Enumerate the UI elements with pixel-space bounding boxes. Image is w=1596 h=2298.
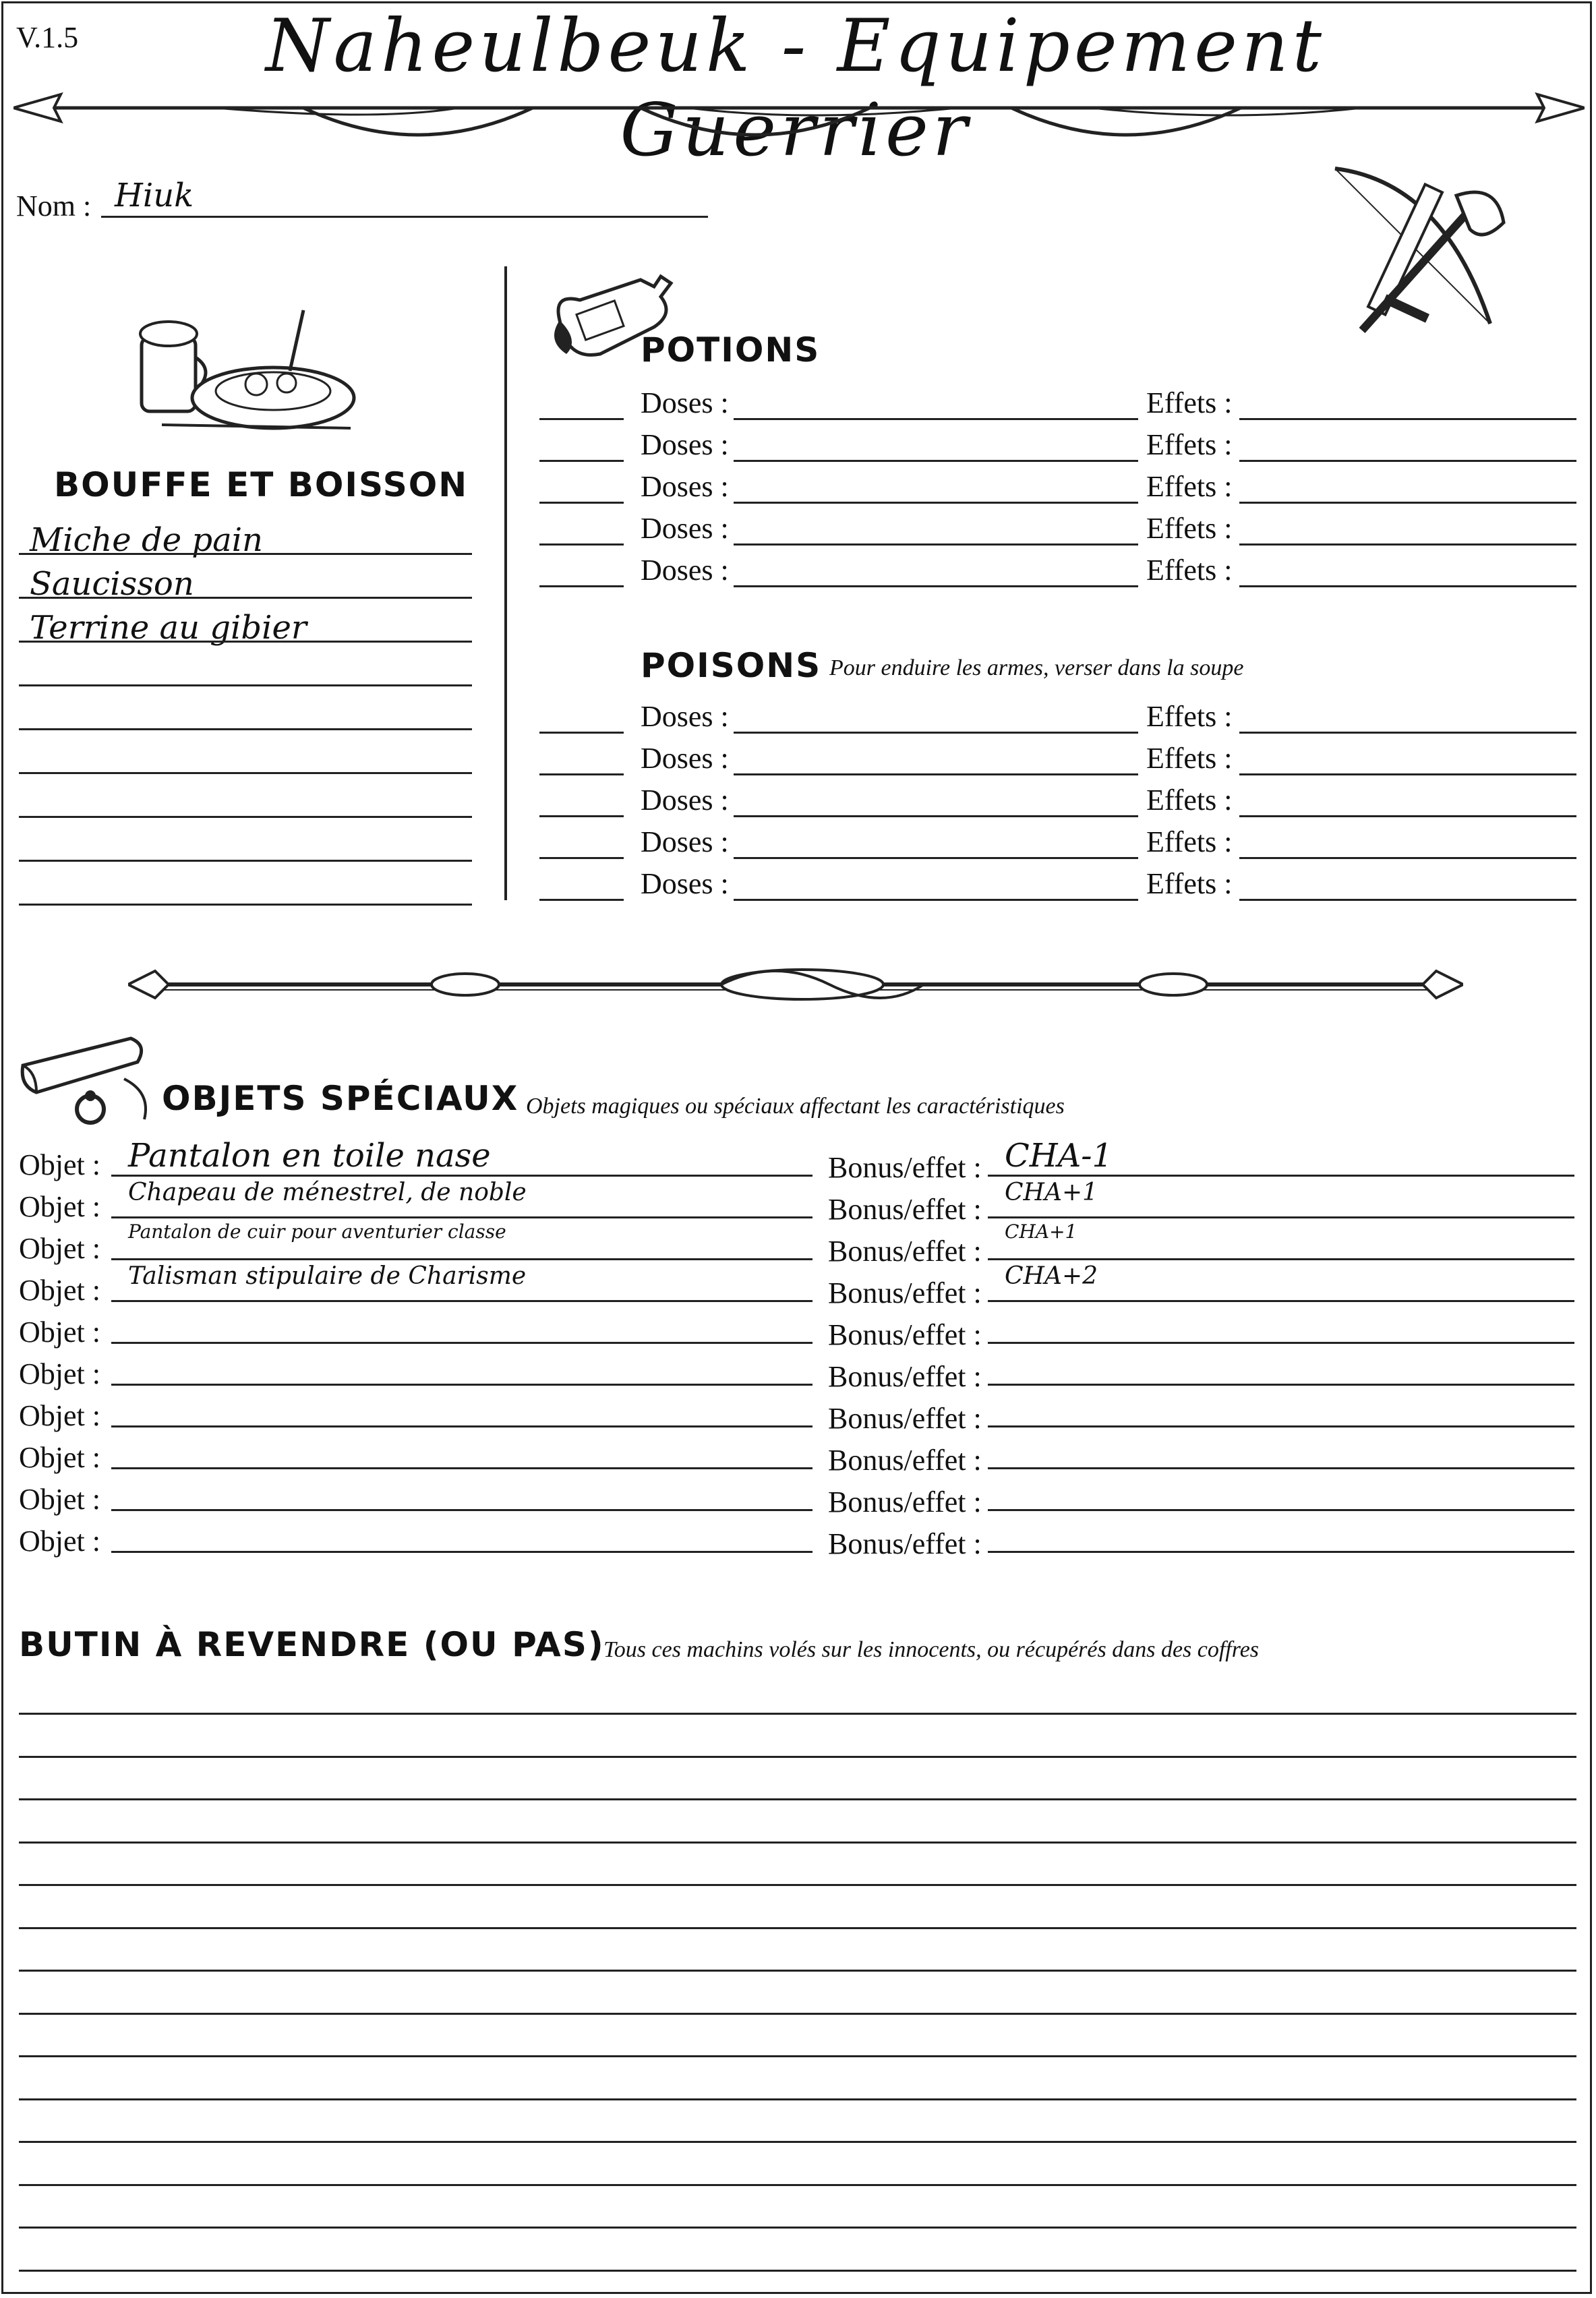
bonus-value[interactable]: CHA+2 bbox=[1005, 1262, 1098, 1290]
poisons-effects-line[interactable] bbox=[1239, 899, 1576, 901]
object-line bbox=[111, 1384, 812, 1386]
potions-section-title: POTIONS bbox=[641, 330, 821, 370]
object-label: Objet : bbox=[19, 1232, 100, 1265]
potions-count-line[interactable] bbox=[539, 543, 624, 546]
bonus-line bbox=[988, 1384, 1574, 1386]
bonus-value[interactable]: CHA-1 bbox=[1005, 1137, 1113, 1175]
poisons-count-line[interactable] bbox=[539, 773, 624, 775]
object-line bbox=[111, 1509, 812, 1511]
bonus-label: Bonus/effet : bbox=[828, 1527, 982, 1560]
bonus-label: Bonus/effet : bbox=[828, 1235, 982, 1268]
object-label: Objet : bbox=[19, 1274, 100, 1307]
poisons-effects-label: Effets : bbox=[1146, 825, 1233, 858]
food-line bbox=[19, 641, 472, 643]
object-value[interactable]: Pantalon en toile nase bbox=[128, 1137, 491, 1175]
potions-effects-label: Effets : bbox=[1146, 554, 1233, 587]
food-line bbox=[19, 772, 472, 774]
bonus-line bbox=[988, 1258, 1574, 1260]
object-label: Objet : bbox=[19, 1483, 100, 1516]
poisons-effects-label: Effets : bbox=[1146, 742, 1233, 775]
potions-effects-label: Effets : bbox=[1146, 386, 1233, 419]
bonus-line bbox=[988, 1509, 1574, 1511]
potions-count-line[interactable] bbox=[539, 502, 624, 504]
bonus-label: Bonus/effet : bbox=[828, 1276, 982, 1309]
potions-doses-label: Doses : bbox=[641, 386, 729, 419]
bonus-line bbox=[988, 1175, 1574, 1177]
loot-line[interactable] bbox=[19, 2184, 1576, 2186]
scroll-ring-icon bbox=[16, 1032, 151, 1133]
object-line bbox=[111, 1216, 812, 1218]
bonus-label: Bonus/effet : bbox=[828, 1318, 982, 1351]
food-line bbox=[19, 728, 472, 730]
food-line bbox=[19, 860, 472, 862]
potions-doses-label: Doses : bbox=[641, 428, 729, 461]
name-label: Nom : bbox=[16, 189, 92, 223]
crossed-weapons-icon bbox=[1322, 155, 1524, 344]
poisons-count-line[interactable] bbox=[539, 732, 624, 734]
name-value[interactable]: Hiuk bbox=[115, 177, 194, 214]
potions-doses-line[interactable] bbox=[734, 585, 1138, 587]
loot-line[interactable] bbox=[19, 1927, 1576, 1929]
potions-effects-label: Effets : bbox=[1146, 428, 1233, 461]
food-line bbox=[19, 816, 472, 818]
potions-doses-line[interactable] bbox=[734, 543, 1138, 546]
potions-doses-line[interactable] bbox=[734, 418, 1138, 420]
loot-line[interactable] bbox=[19, 1756, 1576, 1758]
loot-line[interactable] bbox=[19, 1713, 1576, 1715]
potions-count-line[interactable] bbox=[539, 418, 624, 420]
bonus-value[interactable]: CHA+1 bbox=[1005, 1220, 1077, 1243]
poisons-doses-line[interactable] bbox=[734, 773, 1138, 775]
object-value[interactable]: Pantalon de cuir pour aventurier classe bbox=[128, 1220, 506, 1243]
bonus-line bbox=[988, 1300, 1574, 1302]
object-line bbox=[111, 1258, 812, 1260]
loot-line[interactable] bbox=[19, 1884, 1576, 1886]
bonus-label: Bonus/effet : bbox=[828, 1151, 982, 1184]
potions-doses-label: Doses : bbox=[641, 470, 729, 503]
object-line bbox=[111, 1300, 812, 1302]
loot-line[interactable] bbox=[19, 1798, 1576, 1800]
food-item[interactable]: Terrine au gibier bbox=[30, 609, 307, 647]
potions-effects-label: Effets : bbox=[1146, 512, 1233, 545]
bonus-line bbox=[988, 1551, 1574, 1553]
page-title: Naheulbeuk - Equipement Guerrier bbox=[265, 4, 1326, 173]
object-label: Objet : bbox=[19, 1441, 100, 1474]
potions-effects-label: Effets : bbox=[1146, 470, 1233, 503]
object-line bbox=[111, 1175, 812, 1177]
loot-line[interactable] bbox=[19, 2227, 1576, 2229]
loot-line[interactable] bbox=[19, 1842, 1576, 1844]
object-line bbox=[111, 1551, 812, 1553]
loot-subtitle: Tous ces machins volés sur les innocents, ou récupérés dans des coffres bbox=[603, 1637, 1260, 1662]
poisons-doses-label: Doses : bbox=[641, 742, 729, 775]
food-line bbox=[19, 904, 472, 906]
poisons-count-line[interactable] bbox=[539, 857, 624, 859]
object-label: Objet : bbox=[19, 1316, 100, 1349]
object-line bbox=[111, 1425, 812, 1427]
column-divider bbox=[504, 266, 507, 900]
potions-count-line[interactable] bbox=[539, 585, 624, 587]
object-line bbox=[111, 1342, 812, 1344]
object-label: Objet : bbox=[19, 1525, 100, 1558]
special-subtitle: Objets magiques ou spéciaux affectant les caractéristiques bbox=[526, 1094, 1065, 1119]
potions-doses-line[interactable] bbox=[734, 502, 1138, 504]
loot-line[interactable] bbox=[19, 2141, 1576, 2143]
poisons-effects-label: Effets : bbox=[1146, 867, 1233, 900]
poisons-doses-label: Doses : bbox=[641, 700, 729, 733]
poisons-doses-line[interactable] bbox=[734, 732, 1138, 734]
poisons-doses-label: Doses : bbox=[641, 784, 729, 817]
poisons-doses-line[interactable] bbox=[734, 815, 1138, 817]
bonus-line bbox=[988, 1342, 1574, 1344]
food-line bbox=[19, 597, 472, 599]
poisons-doses-line[interactable] bbox=[734, 899, 1138, 901]
potions-doses-label: Doses : bbox=[641, 512, 729, 545]
food-section-title: BOUFFE ET BOISSON bbox=[54, 465, 469, 504]
poisons-effects-line[interactable] bbox=[1239, 773, 1576, 775]
potions-doses-line[interactable] bbox=[734, 460, 1138, 462]
poisons-subtitle: Pour enduire les armes, verser dans la soupe bbox=[829, 655, 1244, 680]
special-section-title: OBJETS SPÉCIAUX bbox=[162, 1079, 519, 1118]
loot-section-title: BUTIN À REVENDRE (OU PAS) bbox=[19, 1625, 605, 1664]
loot-line[interactable] bbox=[19, 2055, 1576, 2057]
spear-divider-icon bbox=[13, 88, 1585, 142]
poisons-doses-label: Doses : bbox=[641, 825, 729, 858]
version-label: V.1.5 bbox=[16, 21, 79, 54]
food-line bbox=[19, 684, 472, 686]
food-line bbox=[19, 553, 472, 555]
poisons-section-title: POISONS bbox=[641, 646, 822, 685]
bonus-label: Bonus/effet : bbox=[828, 1360, 982, 1393]
bonus-line bbox=[988, 1216, 1574, 1218]
food-item[interactable]: Saucisson bbox=[30, 565, 194, 603]
loot-line[interactable] bbox=[19, 2270, 1576, 2272]
potions-effects-line[interactable] bbox=[1239, 418, 1576, 420]
potions-effects-line[interactable] bbox=[1239, 460, 1576, 462]
potions-effects-line[interactable] bbox=[1239, 543, 1576, 546]
object-value[interactable]: Chapeau de ménestrel, de noble bbox=[128, 1179, 527, 1206]
poisons-count-line[interactable] bbox=[539, 899, 624, 901]
object-label: Objet : bbox=[19, 1148, 100, 1181]
poisons-effects-line[interactable] bbox=[1239, 732, 1576, 734]
poisons-effects-line[interactable] bbox=[1239, 857, 1576, 859]
loot-line[interactable] bbox=[19, 1970, 1576, 1972]
poisons-effects-label: Effets : bbox=[1146, 784, 1233, 817]
bonus-label: Bonus/effet : bbox=[828, 1402, 982, 1435]
object-label: Objet : bbox=[19, 1399, 100, 1432]
bonus-line bbox=[988, 1425, 1574, 1427]
staff-divider-icon bbox=[128, 958, 1463, 1011]
object-label: Objet : bbox=[19, 1190, 100, 1223]
object-label: Objet : bbox=[19, 1357, 100, 1390]
poisons-count-line[interactable] bbox=[539, 815, 624, 817]
poisons-effects-line[interactable] bbox=[1239, 815, 1576, 817]
loot-line[interactable] bbox=[19, 2013, 1576, 2015]
poisons-effects-label: Effets : bbox=[1146, 700, 1233, 733]
loot-line[interactable] bbox=[19, 2098, 1576, 2100]
food-plate-icon bbox=[135, 297, 364, 438]
potions-doses-label: Doses : bbox=[641, 554, 729, 587]
potions-effects-line[interactable] bbox=[1239, 585, 1576, 587]
bonus-label: Bonus/effet : bbox=[828, 1193, 982, 1226]
poisons-doses-line[interactable] bbox=[734, 857, 1138, 859]
bonus-label: Bonus/effet : bbox=[828, 1485, 982, 1519]
object-line bbox=[111, 1467, 812, 1469]
potions-effects-line[interactable] bbox=[1239, 502, 1576, 504]
bonus-label: Bonus/effet : bbox=[828, 1444, 982, 1477]
food-item[interactable]: Miche de pain bbox=[30, 521, 263, 559]
poisons-doses-label: Doses : bbox=[641, 867, 729, 900]
name-line bbox=[101, 216, 708, 218]
bonus-value[interactable]: CHA+1 bbox=[1005, 1179, 1098, 1206]
object-value[interactable]: Talisman stipulaire de Charisme bbox=[128, 1262, 527, 1290]
bonus-line bbox=[988, 1467, 1574, 1469]
potions-count-line[interactable] bbox=[539, 460, 624, 462]
